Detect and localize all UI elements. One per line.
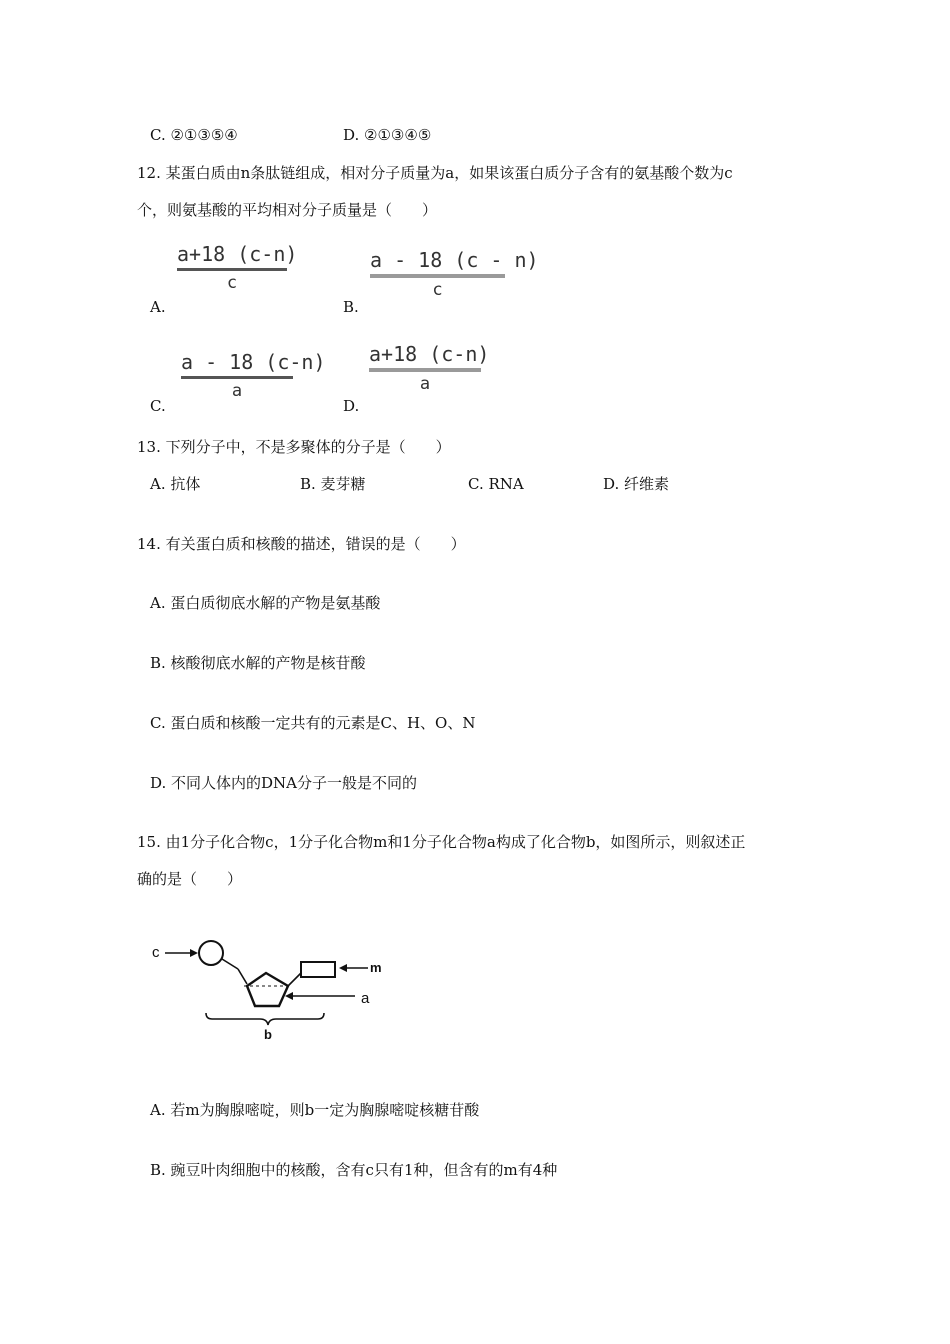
pentose-pentagon	[247, 973, 288, 1006]
q15-option-a: A. 若m为胸腺嘧啶，则b一定为胸腺嘧啶核糖苷酸	[150, 1101, 480, 1119]
q12-option-c-label: C.	[150, 397, 166, 415]
q12-option-a-fraction	[177, 242, 298, 293]
q12-option-a-label: A.	[150, 298, 166, 316]
label-b: b	[264, 1027, 272, 1042]
q12-option-d-label: D.	[343, 397, 360, 415]
q12-stem-line2: 个，则氨基酸的平均相对分子质量是（ ）	[137, 201, 438, 219]
arrow-m	[339, 964, 368, 972]
q14-option-a: A. 蛋白质彻底水解的产物是氨基酸	[150, 594, 381, 612]
q11-option-d: D. ②①③④⑤	[343, 126, 432, 144]
brace	[206, 1013, 324, 1025]
base-bond	[288, 972, 302, 986]
fraction-bar	[370, 274, 505, 278]
q15-option-b: B. 豌豆叶肉细胞中的核酸，含有c只有1种，但含有的m有4种	[150, 1161, 558, 1179]
q14-option-d: D. 不同人体内的DNA分子一般是不同的	[150, 774, 418, 792]
base-rectangle	[301, 962, 335, 977]
q12-option-a-numerator: a+18 (c-n)	[177, 242, 298, 266]
q12-option-d-numerator: a+18 (c-n)	[369, 342, 490, 366]
q13-option-a: A. 抗体	[150, 475, 201, 493]
nucleotide-diagram	[140, 925, 390, 1050]
q11-option-c: C. ②①③⑤④	[150, 126, 238, 144]
label-c: c	[152, 944, 160, 961]
q12-option-a-denominator: c	[226, 273, 238, 293]
q12-option-c-denominator: a	[231, 381, 243, 401]
phosphate-bond	[222, 959, 238, 969]
arrow-a	[285, 992, 355, 1000]
q12-stem-line1: 12. 某蛋白质由n条肽链组成，相对分子质量为a，如果该蛋白质分子含有的氨基酸个数为c	[137, 164, 733, 182]
q12-option-d-fraction	[369, 342, 490, 394]
q12-option-c-numerator: a - 18 (c-n)	[181, 350, 326, 374]
q13-option-b: B. 麦芽糖	[300, 475, 366, 493]
q12-option-b-denominator: c	[432, 280, 443, 300]
q13-stem: 13. 下列分子中，不是多聚体的分子是（ ）	[137, 438, 451, 456]
label-m: m	[370, 960, 382, 975]
phosphate-circle	[199, 941, 223, 965]
q13-option-c: C. RNA	[468, 475, 524, 493]
q14-stem: 14. 有关蛋白质和核酸的描述，错误的是（ ）	[137, 535, 466, 553]
fraction-bar	[177, 268, 287, 271]
q12-option-c-fraction	[181, 350, 326, 401]
arrow-c	[165, 949, 198, 957]
q14-option-c: C. 蛋白质和核酸一定共有的元素是C、H、O、N	[150, 714, 476, 732]
q15-stem-line1: 15. 由1分子化合物c，1分子化合物m和1分子化合物a构成了化合物b，如图所示，则叙述正	[137, 833, 746, 851]
q12-option-b-fraction	[370, 248, 539, 300]
q13-option-d: D. 纤维素	[603, 475, 670, 493]
q14-option-b: B. 核酸彻底水解的产物是核苷酸	[150, 654, 366, 672]
q12-option-b-label: B.	[343, 298, 359, 316]
fraction-bar	[369, 368, 481, 372]
q12-option-d-denominator: a	[419, 374, 431, 394]
fraction-bar	[181, 376, 293, 379]
q12-option-b-numerator: a - 18 (c - n)	[370, 248, 539, 272]
label-a: a	[361, 990, 370, 1007]
q15-stem-line2: 确的是（ ）	[137, 870, 243, 888]
phosphate-bond	[238, 969, 247, 984]
